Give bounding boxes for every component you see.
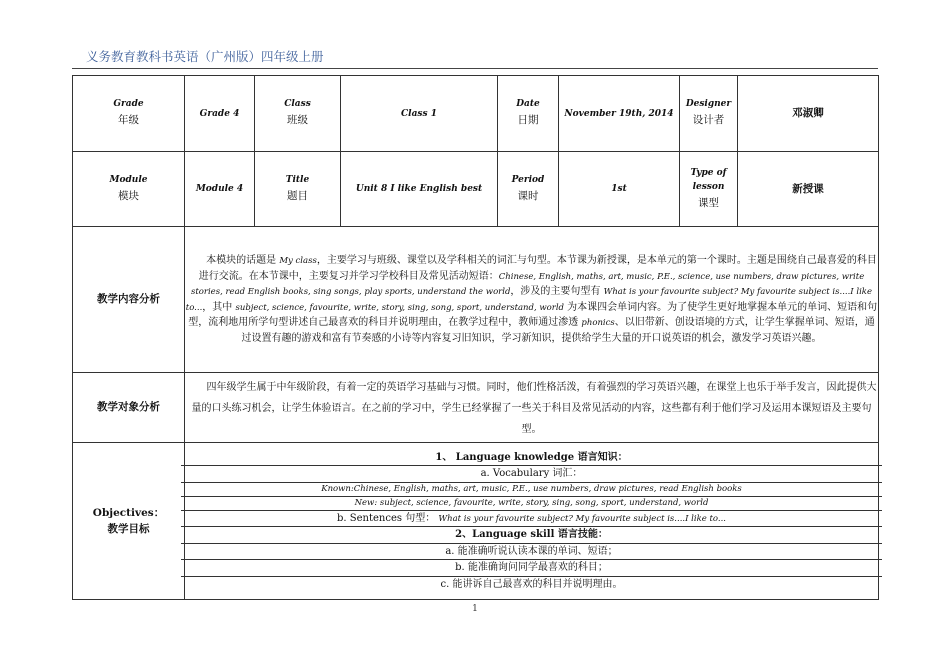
objectives-label-cell: [73, 443, 185, 600]
title-label-zh: 题目: [287, 189, 308, 202]
title-value: Unit 8 I like English best: [355, 184, 483, 195]
objectives-label-en: Objectives：: [92, 506, 165, 519]
type-label-zh: 课型: [698, 196, 719, 209]
content-text-topic: My class: [279, 256, 317, 266]
objectives-label-zh: 教学目标: [107, 523, 150, 535]
content-text-sentences: What is your favourite subject? My favourite subject is....I like to...: [185, 287, 872, 313]
date-label-zh: 日期: [517, 114, 539, 127]
sentences-text: What is your favourite subject? My favourite subject is....I like to...: [438, 513, 726, 524]
learner-analysis-label: 教学对象分析: [97, 401, 160, 414]
module-label-zh: 模块: [118, 189, 139, 202]
type-label-en-2: lesson: [692, 181, 725, 192]
objectives-cell: [185, 443, 879, 600]
new-words: New: subject, science, favourite, write, story, sing, song, sport, understand, world: [181, 497, 882, 511]
document-header: 义务教育教科书英语（广州版）四年级上册: [86, 49, 324, 64]
period-value-cell: [559, 152, 680, 227]
vocabulary-label: a. Vocabulary 词汇：: [181, 466, 882, 483]
class-value-cell: [341, 76, 498, 152]
content-text-phrases: Chinese, English, maths, art, music, P.E., science, use numbers, draw pictures, write stories, read English books, sing songs, play sports, understand the world: [191, 271, 865, 297]
module-label-cell: [73, 152, 185, 227]
content-analysis-text: [185, 227, 879, 373]
learner-analysis-row: [73, 373, 879, 443]
skill-a: a. 能准确听说认读本课的单词、短语；: [181, 544, 882, 561]
sentences-line: [181, 511, 882, 528]
period-value: 1st: [611, 184, 627, 195]
objectives-row: [73, 443, 879, 600]
content-analysis-label-cell: [73, 227, 185, 373]
skill-heading: 2、Language skill 语言技能：: [181, 527, 882, 544]
grade-value: Grade 4: [199, 108, 240, 119]
info-row-2: [73, 152, 879, 227]
date-label-en: Date: [516, 99, 540, 110]
date-value: November 19th, 2014: [564, 108, 674, 119]
content-text-1: 本模块的话题是: [206, 255, 280, 266]
module-value-cell: [185, 152, 255, 227]
content-text-6: ，其中: [202, 301, 236, 313]
date-value-cell: [559, 76, 680, 152]
known-words: Known:Chinese, English, maths, art, music, P.E., use numbers, draw pictures, read English books: [181, 483, 882, 497]
class-label-en: Class: [284, 99, 311, 110]
title-value-cell: [341, 152, 498, 227]
content-text-words: subject, science, favourite, write, story, sing, song, sport, understand, world: [235, 302, 564, 313]
info-row-1: [73, 76, 879, 152]
type-label-en-1: Type of: [690, 167, 727, 178]
lesson-plan-table: [72, 75, 879, 600]
content-analysis-row: [73, 227, 879, 373]
content-text-phonics: phonics: [581, 318, 615, 328]
period-label-zh: 课时: [517, 189, 539, 202]
designer-label-cell: [680, 76, 738, 152]
date-label-cell: [498, 76, 559, 152]
designer-label-en: Designer: [685, 99, 732, 110]
learner-analysis-label-cell: [73, 373, 185, 443]
designer-label-zh: 设计者: [692, 114, 725, 127]
module-label-en: Module: [109, 174, 148, 185]
title-label-cell: [255, 152, 341, 227]
class-label-zh: 班级: [287, 114, 308, 127]
sentences-label: b. Sentences 句型：: [337, 512, 436, 524]
designer-value: 邓淑卿: [792, 107, 824, 120]
grade-label-cell: [73, 76, 185, 152]
page-number: 1: [472, 604, 478, 614]
content-text-10: 、以旧带新、创设语境的方式，让学生掌握单词、短语，通过设置有趣的游戏和富有节奏感的小诗等内容复习旧知识，学习新知识，提供给学生大量的开口说英语的机会，激发学习英语兴趣。: [241, 317, 875, 344]
content-text-8: 为本课四会单词内容。为了使学生更好地掌握本单元的单词、短语和句型，流利地用所学句型讲述自己最喜欢的科目并说明理由，在教学过程中，教师通过渗透: [188, 301, 878, 328]
content-analysis-label: 教学内容分析: [97, 293, 160, 306]
class-value: Class 1: [401, 108, 437, 119]
skill-b: b. 能准确询问同学最喜欢的科目；: [181, 560, 882, 577]
designer-value-cell: [738, 76, 879, 152]
content-text-2: ，主要学习与班级、课堂以及学科相关的词汇与句型。本节课为新授课，是本单元的第一个课时。主题是围绕自己最喜爱的科目进行交流。在本节课中，主要复习并学习学校科目及常见活动短语：: [198, 255, 877, 282]
class-label-cell: [255, 76, 341, 152]
type-value: 新授课: [792, 182, 824, 195]
skill-c: c. 能讲诉自己最喜欢的科目并说明理由。: [440, 578, 623, 590]
module-value: Module 4: [195, 184, 244, 195]
knowledge-heading: 1、 Language knowledge 语言知识：: [181, 450, 882, 467]
learner-analysis-text: 四年级学生属于中年级阶段，有着一定的英语学习基础与习惯。同时，他们性格活泼，有着强烈的学习英语兴趣，在课堂上也乐于举手发言，因此提供大量的口头练习机会，让学生体验语言。在之前的学习中，学生已经掌握了一些关于科目及常见活动的内容，这些都有利于他们学习及运用本课短语及主要句型。: [191, 382, 877, 435]
type-value-cell: [738, 152, 879, 227]
grade-label-en: Grade: [113, 99, 144, 110]
title-label-en: Title: [285, 174, 310, 185]
period-label-en: Period: [511, 174, 545, 185]
type-label-cell: [680, 152, 738, 227]
header-divider: [72, 68, 878, 69]
grade-label-zh: 年级: [118, 114, 139, 127]
learner-analysis-cell: [185, 373, 879, 443]
content-text-4: ，涉及的主要句型有: [510, 286, 604, 297]
period-label-cell: [498, 152, 559, 227]
grade-value-cell: [185, 76, 255, 152]
